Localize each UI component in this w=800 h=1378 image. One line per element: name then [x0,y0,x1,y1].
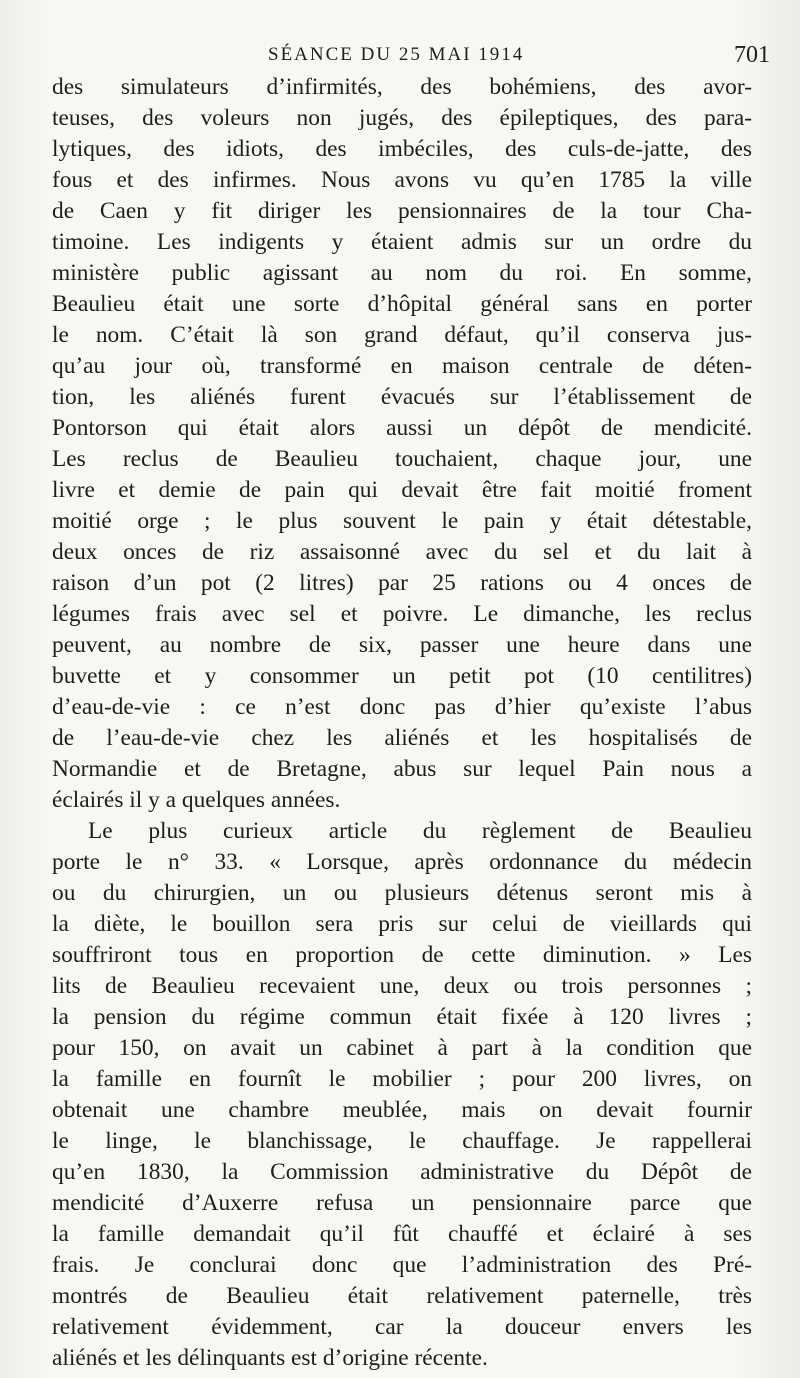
text-line: tion, les aliénés furent évacués sur l’établissement de [52,384,752,410]
text-line: ou du chirurgien, un ou plusieurs détenus seront mis à [52,880,752,906]
text-line: pour 150, on avait un cabinet à part à la condition que [52,1035,752,1061]
text-line: Pontorson qui était alors aussi un dépôt de mendicité. [52,415,752,441]
text-line: de Caen y fit diriger les pensionnaires de la tour Cha- [52,198,752,224]
text-line: Normandie et de Bretagne, abus sur lequel Pain nous a [52,756,752,782]
text-line: moitié orge ; le plus souvent le pain y était détestable, [52,508,752,534]
text-line: légumes frais avec sel et poivre. Le dimanche, les reclus [52,601,752,627]
text-line: peuvent, au nombre de six, passer une heure dans une [52,632,752,658]
paragraph [52,72,752,816]
text-line: Le plus curieux article du règlement de Beaulieu [88,818,752,844]
body-text [52,72,752,1374]
text-line: frais. Je conclurai donc que l’administration des Pré- [52,1252,752,1278]
text-line: deux onces de riz assaisonné avec du sel et du lait à [52,539,752,565]
text-line: buvette et y consommer un petit pot (10 centilitres) [52,663,752,689]
text-line: teuses, des voleurs non jugés, des épileptiques, des para- [52,105,752,131]
paragraph [52,816,752,1374]
text-line: ministère public agissant au nom du roi. En somme, [52,260,752,286]
text-line: Les reclus de Beaulieu touchaient, chaque jour, une [52,446,752,472]
text-line: de l’eau-de-vie chez les aliénés et les hospitalisés de [52,725,752,751]
text-line: livre et demie de pain qui devait être fait moitié froment [52,477,752,503]
text-line: aliénés et les délinquants est d’origine récente. [52,1345,488,1371]
text-line: montrés de Beaulieu était relativement paternelle, très [52,1283,752,1309]
text-line: timoine. Les indigents y étaient admis sur un ordre du [52,229,752,255]
text-line: obtenait une chambre meublée, mais on devait fournir [52,1097,752,1123]
text-line: éclairés il y a quelques années. [52,787,341,813]
text-line: lytiques, des idiots, des imbéciles, des culs-de-jatte, des [52,136,752,162]
text-line: le linge, le blanchissage, le chauffage. Je rappellerai [52,1128,752,1154]
text-line: d’eau-de-vie : ce n’est donc pas d’hier qu’existe l’abus [52,694,752,720]
running-title: SÉANCE DU 25 MAI 1914 [268,44,525,65]
text-line: fous et des infirmes. Nous avons vu qu’en 1785 la ville [52,167,752,193]
text-line: qu’au jour où, transformé en maison centrale de déten- [52,353,752,379]
text-line: raison d’un pot (2 litres) par 25 rations ou 4 onces de [52,570,752,596]
text-line: la diète, le bouillon sera pris sur celui de vieillards qui [52,911,752,937]
text-line: relativement évidemment, car la douceur envers les [52,1314,752,1340]
text-line: lits de Beaulieu recevaient une, deux ou trois personnes ; [52,973,752,999]
text-line: la famille demandait qu’il fût chauffé et éclairé à ses [52,1221,752,1247]
text-line: la pension du régime commun était fixée à 120 livres ; [52,1004,752,1030]
text-line: mendicité d’Auxerre refusa un pensionnaire parce que [52,1190,752,1216]
text-line: Beaulieu était une sorte d’hôpital général sans en porter [52,291,752,317]
page-number: 701 [734,42,770,68]
text-line: porte le n° 33. « Lorsque, après ordonnance du médecin [52,849,752,875]
text-line: des simulateurs d’infirmités, des bohémiens, des avor- [52,74,752,100]
text-line: souffriront tous en proportion de cette diminution. » Les [52,942,752,968]
text-line: la famille en fournît le mobilier ; pour 200 livres, on [52,1066,752,1092]
text-line: qu’en 1830, la Commission administrative du Dépôt de [52,1159,752,1185]
text-line: le nom. C’était là son grand défaut, qu’il conserva jus- [52,322,752,348]
